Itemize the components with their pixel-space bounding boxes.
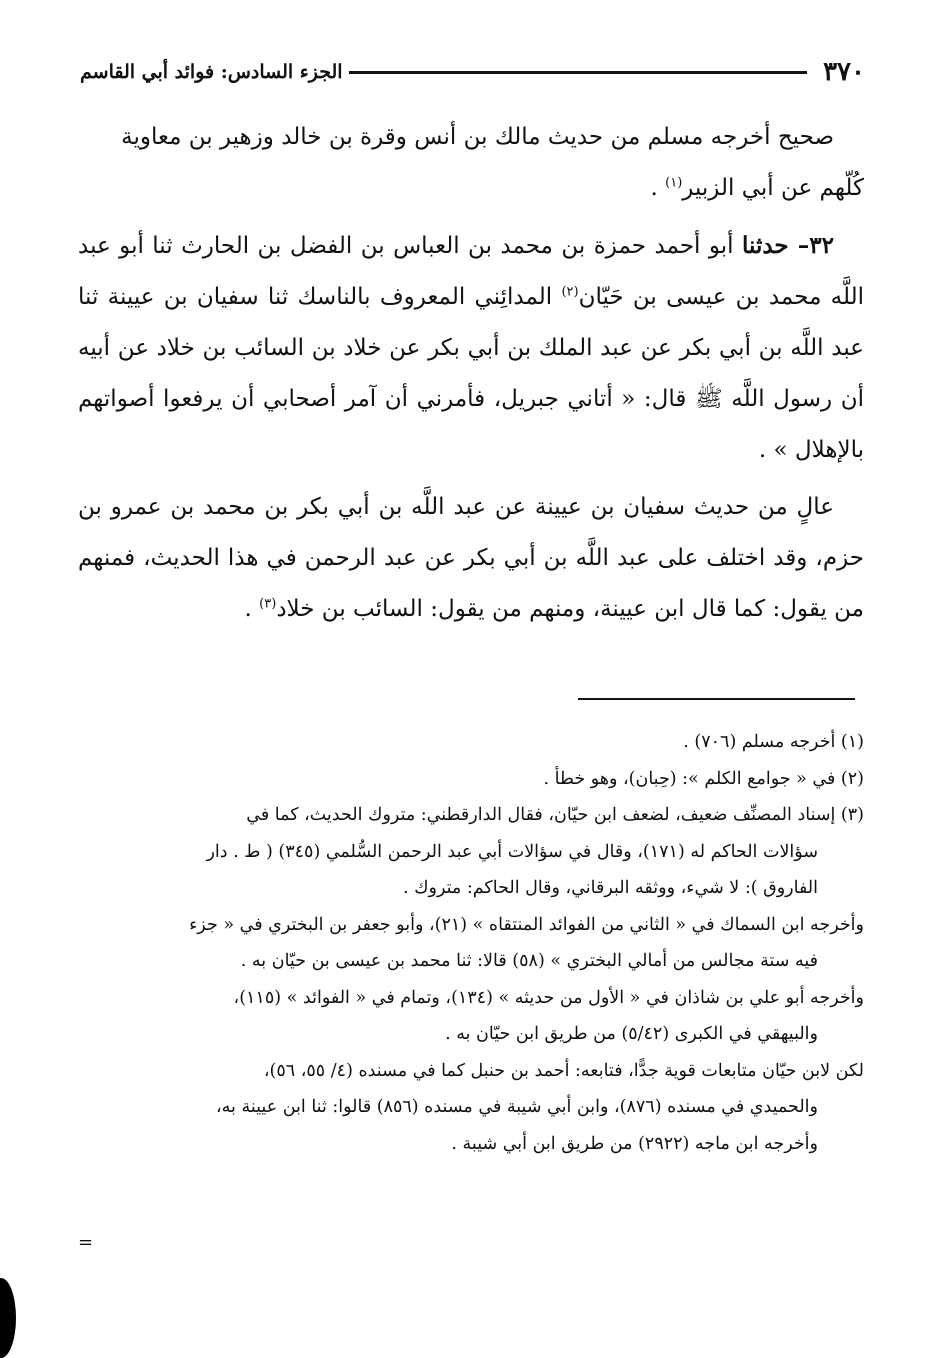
hadith-text-a: أبو أحمد حمزة بن محمد بن العباس بن الفضل بن الحارث ثنا أبو عبد اللَّه محمد بن عيسى بن حَيّان [78,233,864,310]
footnote-3-line-1: (٣) إسناد المصنِّف ضعيف، لضعف ابن حيّان، فقال الدارقطني: متروك الحديث، كما في [246,805,864,825]
continuation-mark: = [78,1232,94,1253]
footnote-3-line-6: وأخرجه أبو علي بن شاذان في « الأول من حديثه » (١٣٤)، وتمام في « الفوائد » (١١٥)، [233,987,864,1008]
footnote-3-line-8: لكن لابن حيّان متابعات قوية جدًّا، فتابعه: أحمد بن حنبل كما في مسنده (٤/ ٥٥، ٥٦)، [263,1060,864,1081]
commentary-text: عالٍ من حديث سفيان بن عيينة عن عبد اللَّه بن أبي بكر بن محمد بن عمرو بن حزم، وقد اختلف على عبد اللَّه بن أبي بكر عن عبد الرحمن في هذا الحديث، فمنهم من يقول: كما قال ابن عيينة، ومنهم من يقول: السائب بن خلاد [78,494,864,622]
footnote-3-line-4: وأخرجه ابن السماك في « الثاني من الفوائد المنتقاه » (٢١)، وأبو جعفر بن البختري في « جزء [189,914,864,935]
header-rule [349,71,808,74]
footnote-ref-3[interactable]: (٣) [259,596,277,612]
footnotes [76,724,864,1162]
footnote-3-line-9: والحميدي في مسنده (٨٧٦)، وابن أبي شيبة في مسنده (٨٥٦) قالوا: ثنا ابن عيينة به، [216,1097,818,1117]
paragraph-grading [78,112,864,214]
footnote-1: (١) أخرجه مسلم (٧٠٦) . [683,732,864,752]
footnote-3-line-2: سؤالات الحاكم له (١٧١)، وقال في سؤالات أبي عبد الرحمن السُّلمي (٣٤٥) ( ط . دار [206,841,818,862]
footnote-2: (٢) في « جوامع الكلم »: (حِبان)، وهو خطأ . [543,768,864,789]
hadith-text-b: المدائِني المعروف بالناسك ثنا سفيان بن عيينة ثنا عبد اللَّه بن أبي بكر عن عبد الملك بن أبي بكر عن خلاد بن السائب بن خلاد عن أبيه أن رسول اللَّه ﷺ قال: « أتاني جبريل، فأمرني أن آمر أصحابي أن يرفعوا أصواتهم بالإهلال » . [78,284,864,463]
grading-end: . [650,175,666,201]
hadith-lead: حدثنا [742,232,789,259]
running-header [80,52,865,92]
hadith-dash: – [788,232,810,259]
grading-line-2: كُلّهم عن أبي الزبير [682,175,864,201]
footnote-3-line-5: فيه ستة مجالس من أمالي البختري » (٥٨) قالا: ثنا محمد بن عيسى بن حيّان به . [240,951,818,971]
scan-edge-shadow [0,1278,16,1358]
page-number: ٣٧٠ [823,57,865,87]
hadith-number: ٣٢ [809,232,835,259]
commentary-end: . [244,596,260,622]
footnote-3-line-7: والبيهقي في الكبرى (٥/٤٢) من طريق ابن حيّان به . [445,1024,818,1044]
footnote-ref-2[interactable]: (٢) [561,284,579,300]
footnote-ref-1[interactable]: (١) [665,175,683,191]
grading-line-1: صحيح أخرجه مسلم من حديث مالك بن أنس وقرة بن خالد وزهير بن معاوية [121,124,834,150]
footnote-3-line-10: وأخرجه ابن ماجه (٢٩٢٢) من طريق ابن أبي شيبة . [451,1133,818,1154]
paragraph-commentary [78,482,864,635]
hadith-32 [78,220,864,476]
footnote-3-line-3: الفاروق ): لا شيء، ووثقه البرقاني، وقال الحاكم: متروك . [402,878,818,898]
header-title: الجزء السادس: فوائد أبي القاسم [80,61,343,83]
footnote-separator [578,698,855,700]
main-text [78,112,864,641]
